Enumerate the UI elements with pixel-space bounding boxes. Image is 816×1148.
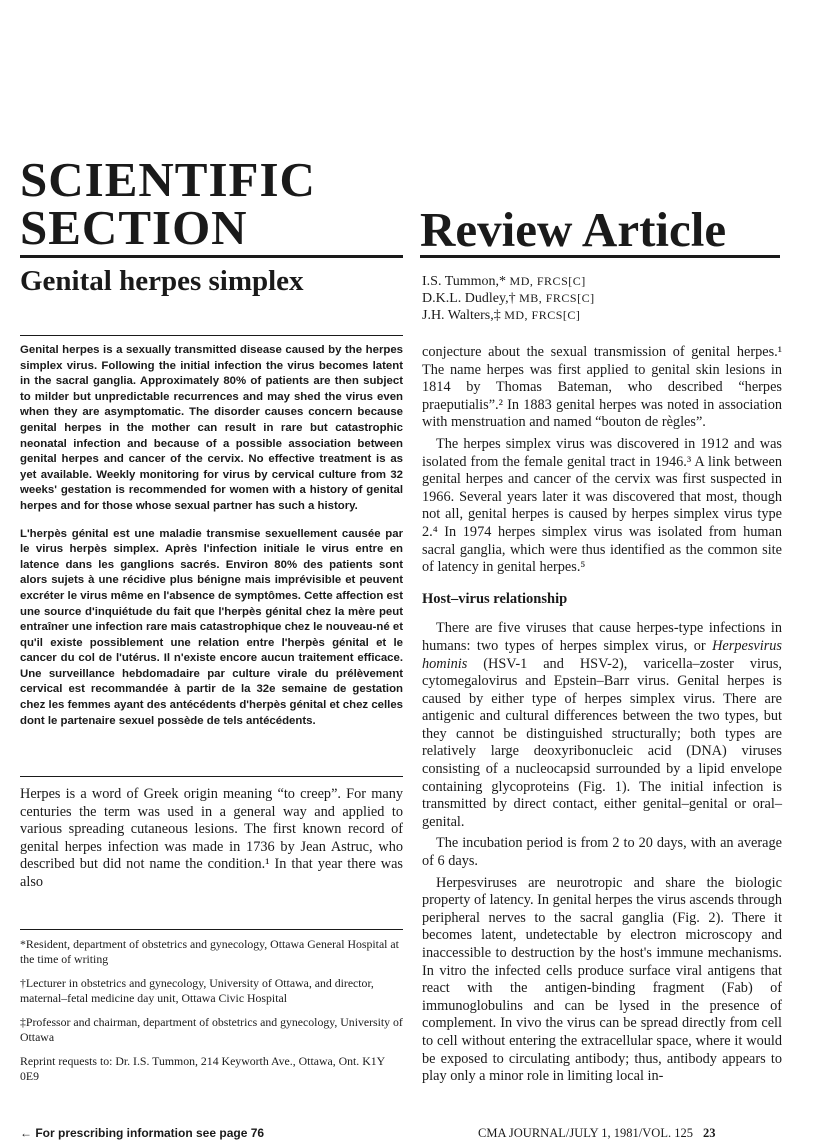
title-rule-right — [420, 255, 780, 258]
paragraph: There are five viruses that cause herpes-type infections in humans: two types of herpes simplex virus, or Herpesvirus hominis (HSV-1 and HSV-2), varicella–zoster virus, cytomegalovirus and Epstein–Barr virus. Genital herpes is caused by either type of herpes simplex virus. There are antigenic and cultural differences between the two types, but they cannot be distinguished structurally; both types are relatively large deoxyribonucleic acid (DNA) viruses consisting of a nucleocapsid surrounded by a lipid envelope containing glycoproteins (Fig. 1). The initial infection is transmitted by direct contact, either genital–genital or oral–genital. — [422, 620, 782, 830]
section-title-line1: SCIENTIFIC — [20, 152, 316, 207]
body-text-left — [20, 786, 403, 892]
footnote-author3: ‡Professor and chairman, department of obstetrics and gynecology, University of Ottawa — [20, 1015, 403, 1044]
article-type-heading: Review Article — [420, 202, 727, 257]
journal-citation: CMA JOURNAL/JULY 1, 1981/VOL. 125 — [478, 1126, 693, 1140]
section-title — [20, 152, 316, 255]
abstract — [20, 343, 403, 741]
footnote-rule — [20, 929, 403, 930]
paragraph: conjecture about the sexual transmission of genital herpes.¹ The name herpes was first applied to genital skin lesions in 1814 by Thomas Bateman, who described “herpes praeputialis”.² In 1883 genital herpes was noted in association with menstruation and named “bouton de règles”. — [422, 344, 782, 431]
page-number: 23 — [702, 1126, 716, 1140]
paragraph: The herpes simplex virus was discovered in 1912 and was isolated from the female genital tract in 1946.³ A link between genital herpes and cancer of the cervix was first suspected in 1966. Several years later it was discovered that most, though not all, genital herpes is caused by herpes simplex virus type 2.⁴ In 1974 herpes simplex virus was isolated from human sacral ganglia, which were thus identified as the common site of latency in genital herpes.⁵ — [422, 435, 782, 576]
body-text-right — [422, 344, 782, 1090]
article-title: Genital herpes simplex — [20, 265, 304, 297]
author-line: J.H. Walters,‡ MD, FRCS[C] — [422, 308, 581, 323]
paragraph: The incubation period is from 2 to 20 days, with an average of 6 days. — [422, 835, 782, 870]
intro-paragraph: Herpes is a word of Greek origin meaning “to creep”. For many centuries the term was used in a general way and applied to various spreading cutaneous lesions. The first known record of genital herpes infection was made in 1736 by Jean Astruc, who described but did not name the condition.¹ In that year there was also — [20, 786, 403, 890]
section-title-line2: SECTION — [20, 200, 248, 255]
abstract-english: Genital herpes is a sexually transmitted disease caused by the herpes simplex virus. Following the initial infection the virus becomes latent in the sacral ganglia. Approximately 80% of patients are then subject to milder but unpredictable recurrences and may shed the virus even when they are asymptomatic. The disorder causes concern because genital herpes in the mother can result in rare but catastrophic neonatal infection and because of a possible association between genital herpes and cancer of the cervix. No effective treatment is as yet available. Weekly monitoring for virus by cervical culture from 32 weeks' gestation is recommended for women with a history of genital herpes and for those whose sexual partner has such a history. — [20, 344, 403, 512]
author-line: I.S. Tummon,* MD, FRCS[C] — [422, 274, 586, 289]
footnote-author2: †Lecturer in obstetrics and gynecology, University of Ottawa, and director, maternal–fetal medicine day unit, Ottawa Civic Hospital — [20, 976, 374, 1005]
abstract-rule-top — [20, 335, 403, 336]
paragraph: Herpesviruses are neurotropic and share the biologic property of latency. In genital herpes the virus ascends through peripheral nerves to the sacral ganglia (Fig. 2). There it becomes latent, undetectable by electron microscopy and inaccessible to destruction by the host's immune mechanisms. In vitro the infected cells produce surface viral antigens that react with the antigen-binding fragment (Fab) of immunoglobulins and can be lysed in the presence of complement. In vivo the virus can be spread directly from cell to cell without entering the extracellular space, where it would be exposed to circulating antibody; thus, antibody appears to play only a minor role in limiting local in- — [422, 874, 782, 1085]
abstract-french: L'herpès génital est une maladie transmise sexuellement causée par le virus herpès simplex. Après l'infection initiale le virus entre en latence dans les ganglions sacrés. Environ 80% des patients sont alors sujets à une récidive plus bénigne mais imprévisible et peuvent excréter le virus même en l'absence de symptômes. Cette affection est une source d'inquiétude du fait que l'herpès génital chez la mère peut entraîner une infection rare mais catastrophique chez le nouveau-né et qu'il existe possiblement une relation entre l'herpès génital et le cancer du col de l'utérus. Il n'existe encore aucun traitement efficace. Une surveillance hebdomadaire par culture virale du prélèvement cervical est recommandée à partir de la 32e semaine de gestation chez les femmes ayant des antécédents d'herpès génital et chez celles dont le partenaire sexuel possède de tels antécédents. — [20, 527, 403, 727]
journal-footer — [478, 1126, 715, 1141]
section-heading: Host–virus relationship — [422, 590, 568, 607]
footnote-reprint: Reprint requests to: Dr. I.S. Tummon, 214 Keyworth Ave., Ottawa, Ont. K1Y 0E9 — [20, 1054, 385, 1083]
footnotes — [20, 937, 403, 1093]
author-line: D.K.L. Dudley,† MB, FRCS[C] — [422, 291, 595, 306]
title-rule-left — [20, 255, 403, 258]
abstract-rule-bottom — [20, 776, 403, 777]
prescribing-info-link[interactable]: ← For prescribing information see page 76 — [20, 1126, 265, 1140]
footnote-author1: *Resident, department of obstetrics and gynecology, Ottawa General Hospital at the time of writing — [20, 937, 399, 966]
author-list — [422, 273, 595, 324]
